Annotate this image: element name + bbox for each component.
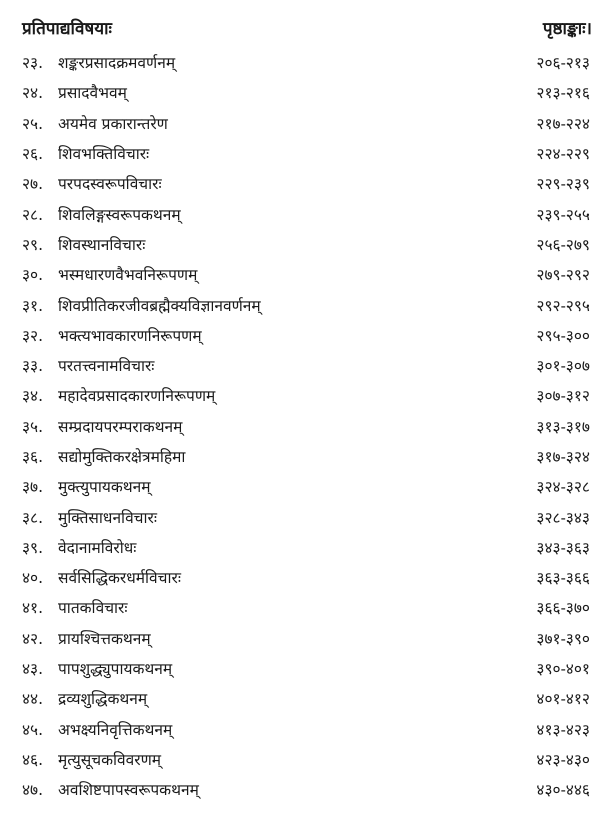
toc-entry: [22, 744, 590, 774]
entry-number: ३४.: [22, 387, 44, 406]
entry-number: ३९.: [22, 538, 44, 557]
entry-number: ३६.: [22, 448, 44, 466]
entry-number: २३.: [22, 54, 44, 73]
entry-number: ३३.: [22, 357, 44, 376]
entry-title: सर्वसिद्धिकरधर्मविचारः: [58, 569, 181, 588]
entry-title: अवशिष्टपापस्वरूपकथनम्: [58, 781, 199, 800]
entry-title: शिवलिङ्गस्वरूपकथनम्: [58, 205, 181, 224]
entry-label: [22, 718, 172, 740]
entry-title: सम्प्रदायपरम्पराकथनम्: [58, 417, 183, 436]
entry-page-range: ३६६-३७०: [536, 599, 590, 618]
entry-title: पातकविचारः: [58, 599, 128, 618]
entry-number: ४१.: [22, 599, 44, 618]
entry-title: सद्योमुक्तिकरक्षेत्रमहिमा: [58, 448, 186, 466]
toc-entry: [22, 289, 590, 319]
entry-label: [22, 536, 136, 558]
entry-title: भस्मधारणवैभवनिरूपणम्: [58, 266, 198, 285]
toc-entry: [22, 198, 590, 228]
toc-entry: [22, 683, 590, 713]
entry-page-range: ३२४-३२८: [536, 478, 590, 497]
entry-label: [22, 506, 157, 528]
entry-page-range: २३९-२५५: [536, 205, 590, 224]
entry-page-range: ३१३-३१७: [536, 417, 590, 436]
toc-entries: [22, 47, 590, 804]
entry-title: मुक्त्युपायकथनम्: [58, 478, 151, 497]
toc-entry: [22, 77, 590, 107]
entry-label: [22, 263, 197, 285]
toc-entry: [22, 259, 590, 289]
entry-title: प्रायश्चित्तकथनम्: [58, 629, 151, 648]
entry-number: ३०.: [22, 266, 44, 285]
page-column-header: पृष्ठाङ्काः।: [542, 18, 592, 39]
toc-entry: [22, 229, 590, 259]
entry-label: [22, 445, 185, 467]
toc-header: [22, 12, 592, 42]
entry-number: ४४.: [22, 690, 44, 709]
entry-page-range: २५६-२७९: [536, 235, 590, 254]
toc-entry: [22, 138, 590, 168]
toc-entry: [22, 501, 590, 531]
toc-entry: [22, 411, 590, 441]
entry-title: शङ्करप्रसादक्रमवर्णनम्: [58, 54, 176, 73]
entry-label: [22, 51, 175, 73]
toc-entry: [22, 380, 590, 410]
entry-number: ३५.: [22, 417, 44, 436]
toc-entry: [22, 441, 590, 471]
entry-number: ४७.: [22, 781, 44, 800]
entry-title: महादेवप्रसादकारणनिरूपणम्: [58, 387, 216, 406]
entry-page-range: २१३-२१६: [536, 84, 590, 103]
toc-entry: [22, 168, 590, 198]
entry-title: परपदस्वरूपविचारः: [58, 175, 162, 194]
entry-label: [22, 172, 162, 194]
entry-title: मुक्तिसाधनविचारः: [58, 508, 158, 527]
entry-number: ३२.: [22, 326, 44, 345]
entry-page-range: ४२३-४३०: [536, 750, 590, 769]
entry-page-range: ३४३-३६३: [536, 538, 590, 557]
entry-page-range: ४०१-४१२: [536, 690, 590, 709]
entry-title: अयमेव प्रकारान्तरेण: [58, 114, 168, 133]
toc-entry: [22, 108, 590, 138]
entry-title: शिवभक्तिविचारः: [58, 145, 150, 164]
entry-page-range: २७९-२९२: [536, 266, 590, 285]
entry-page-range: ३०७-३१२: [536, 387, 590, 406]
entry-page-range: ३९०-४०१: [536, 660, 590, 679]
entry-page-range: २२९-२३९: [536, 175, 590, 194]
entry-title: अभक्ष्यनिवृत्तिकथनम्: [58, 720, 173, 739]
entry-label: [22, 142, 149, 164]
entry-page-range: २०६-२१३: [536, 54, 590, 73]
entry-number: २४.: [22, 84, 44, 103]
toc-entry: [22, 47, 590, 77]
entry-title: परतत्त्वनामविचारः: [58, 357, 155, 376]
entry-label: [22, 324, 202, 346]
entry-label: [22, 233, 145, 255]
entry-number: ४२.: [22, 629, 44, 648]
entry-label: [22, 748, 161, 770]
entry-number: ४५.: [22, 720, 44, 739]
entry-number: ३१.: [22, 296, 44, 315]
entry-label: [22, 384, 215, 406]
entry-page-range: २९५-३००: [536, 326, 590, 345]
entry-label: [22, 687, 147, 709]
entry-number: ४६.: [22, 750, 44, 769]
toc-entry: [22, 320, 590, 350]
entry-number: २७.: [22, 175, 44, 194]
entry-label: [22, 203, 181, 225]
entry-number: २९.: [22, 235, 44, 254]
entry-label: [22, 294, 261, 316]
entry-number: २८.: [22, 205, 44, 224]
entry-number: ४३.: [22, 660, 44, 679]
subject-column-header: प्रतिपाद्यविषयाः: [22, 18, 112, 39]
entry-label: [22, 475, 151, 497]
entry-label: [22, 415, 182, 437]
entry-title: प्रसादवैभवम्: [58, 84, 127, 103]
entry-label: [22, 778, 199, 800]
toc-entry: [22, 714, 590, 744]
toc-entry: [22, 592, 590, 622]
entry-label: [22, 112, 168, 134]
entry-title: मृत्युसूचकविवरणम्: [58, 750, 162, 769]
entry-label: [22, 354, 154, 376]
entry-label: [22, 657, 172, 679]
toc-entry: [22, 350, 590, 380]
entry-title: भक्त्यभावकारणनिरूपणम्: [58, 326, 202, 345]
entry-page-range: ३२८-३४३: [536, 508, 590, 527]
entry-title: शिवस्थानविचारः: [58, 235, 146, 254]
toc-entry: [22, 774, 590, 804]
entry-label: [22, 627, 151, 649]
entry-label: [22, 566, 181, 588]
entry-page-range: २१७-२२४: [536, 114, 590, 133]
entry-title: पापशुद्ध्युपायकथनम्: [58, 660, 173, 679]
entry-title: शिवप्रीतिकरजीवब्रह्मैक्यविज्ञानवर्णनम्: [58, 296, 261, 315]
entry-page-range: ३७१-३९०: [536, 629, 590, 648]
entry-title: वेदानामविरोधः: [58, 538, 137, 557]
toc-entry: [22, 471, 590, 501]
entry-label: [22, 596, 128, 618]
entry-page-range: २९२-२९५: [536, 296, 590, 315]
entry-number: २६.: [22, 145, 44, 164]
entry-page-range: ३६३-३६६: [536, 569, 590, 588]
entry-number: ४०.: [22, 569, 44, 588]
toc-entry: [22, 532, 590, 562]
toc-entry: [22, 562, 590, 592]
entry-page-range: २२४-२२९: [536, 145, 590, 164]
entry-page-range: ३१७-३२४: [536, 448, 590, 466]
entry-page-range: ४१३-४२३: [536, 720, 590, 739]
toc-entry: [22, 653, 590, 683]
entry-title: द्रव्यशुद्धिकथनम्: [58, 690, 148, 709]
entry-page-range: ४३०-४४६: [536, 781, 590, 800]
entry-label: [22, 81, 127, 103]
entry-number: ३७.: [22, 478, 44, 497]
toc-entry: [22, 623, 590, 653]
entry-number: २५.: [22, 114, 44, 133]
entry-page-range: ३०१-३०७: [536, 357, 590, 376]
entry-number: ३८.: [22, 508, 44, 527]
